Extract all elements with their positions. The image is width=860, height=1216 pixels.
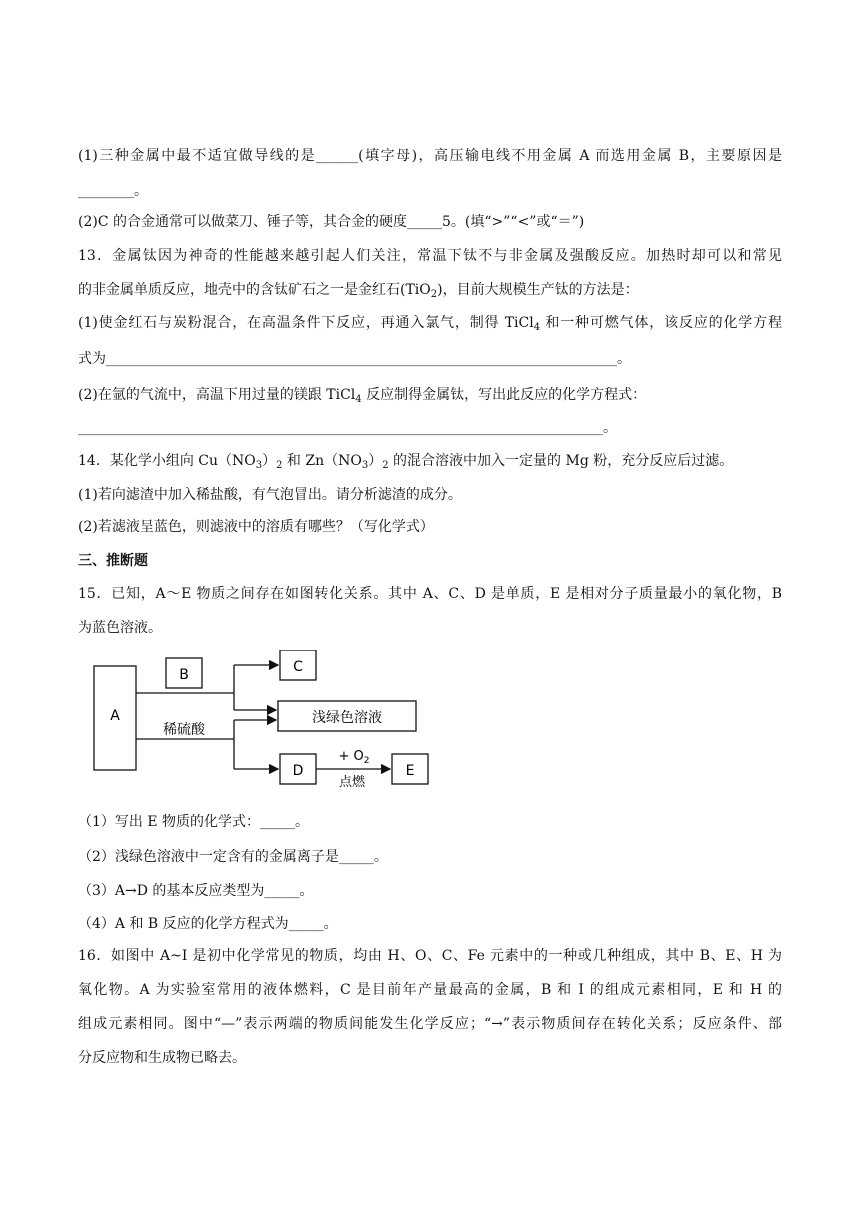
q15-4-line: （4）A 和 B 反应的化学方程式为_____。 bbox=[78, 916, 338, 932]
node-d-label: D bbox=[292, 763, 304, 779]
q15-3-line: （3）A→D 的基本反应类型为_____。 bbox=[78, 883, 314, 899]
oxygen-condition-label: + $O_2$ bbox=[338, 749, 370, 766]
q12-1-line-b: ________。 bbox=[78, 183, 148, 199]
q14-1-line: (1)若向滤渣中加入稀盐酸，有气泡冒出。请分析滤渣的成分。 bbox=[78, 487, 462, 503]
q16-intro-line-d: 分反应物和生成物已略去。 bbox=[78, 1050, 246, 1066]
q13-2-line-a: (2)在氩的气流中，高温下用过量的镁跟 TiCl$_4$ 反应制得金属钛，写出此反应的化学方程式： bbox=[78, 387, 647, 405]
q12-2-line: (2)C 的合金通常可以做菜刀、锤子等，其合金的硬度_____5。(填“>”“<”或“＝”) bbox=[78, 214, 585, 230]
q14-intro-line: 14．某化学小组向 $Cu(NO_3)_2$ 和 $Zn(NO_3)_2$ 的混合溶液中加入一定量的 Mg 粉，充分反应后过滤。 bbox=[78, 453, 734, 471]
node-b-label: B bbox=[179, 667, 189, 683]
node-e-label: E bbox=[405, 763, 415, 779]
node-green-solution-label: 浅绿色溶液 bbox=[312, 710, 382, 726]
acid-label: 稀硫酸 bbox=[163, 722, 205, 738]
q13-2-line-b: ___________________________________________________________________________。 bbox=[78, 420, 617, 436]
q13-intro-line-a: 13．金属钛因为神奇的性能越来越引起人们关注，常温下钛不与非金属及强酸反应。加热时却可以和常见 bbox=[78, 248, 782, 264]
q12-1-line-a: (1)三种金属中最不适宜做导线的是______(填字母)，高压输电线不用金属 A 而选用金属 B，主要原因是 bbox=[78, 148, 782, 164]
q15-intro-line-b: 为蓝色溶液。 bbox=[78, 620, 162, 636]
q13-1-line-b: 式为_________________________________________________________________________。 bbox=[78, 351, 631, 367]
q16-intro-line-c: 组成元素相同。图中“—”表示两端的物质间能发生化学反应；“→”表示物质间存在转化关系；反应条件、部 bbox=[78, 1016, 782, 1032]
node-a-label: A bbox=[110, 708, 120, 724]
section-heading-inference: 三、推断题 bbox=[78, 553, 148, 569]
q15-intro-line-a: 15．已知，A～E 物质之间存在如图转化关系。其中 A、C、D 是单质，E 是相对分子质量最小的氧化物，B bbox=[78, 586, 782, 602]
node-c-label: C bbox=[293, 659, 303, 675]
q15-1-line: （1）写出 E 物质的化学式：_____。 bbox=[78, 814, 310, 830]
ignite-condition-label: 点燃 bbox=[338, 775, 366, 790]
q13-intro-line-b: 的非金属单质反应，地壳中的含钛矿石之一是金红石(TiO$_2$)，目前大规模生产钛的方法是： bbox=[78, 282, 639, 300]
q15-2-line: （2）浅绿色溶液中一定含有的金属离子是_____。 bbox=[78, 849, 388, 865]
q14-2-line: (2)若滤液呈蓝色，则滤液中的溶质有哪些？（写化学式） bbox=[78, 519, 434, 535]
q16-intro-line-b: 氧化物。A 为实验室常用的液体燃料，C 是目前年产量最高的金属，B 和 I 的组成元素相同，E 和 H 的 bbox=[78, 982, 782, 998]
q16-intro-line-a: 16．如图中 A~I 是初中化学常见的物质，均由 H、O、C、Fe 元素中的一种或几种组成，其中 B、E、H 为 bbox=[78, 948, 782, 964]
q15-transformation-diagram bbox=[92, 650, 432, 795]
q13-1-line-a: (1)使金红石与炭粉混合，在高温条件下反应，再通入氯气，制得 TiCl$_4$ 和一种可燃气体，该反应的化学方程 bbox=[78, 315, 782, 333]
